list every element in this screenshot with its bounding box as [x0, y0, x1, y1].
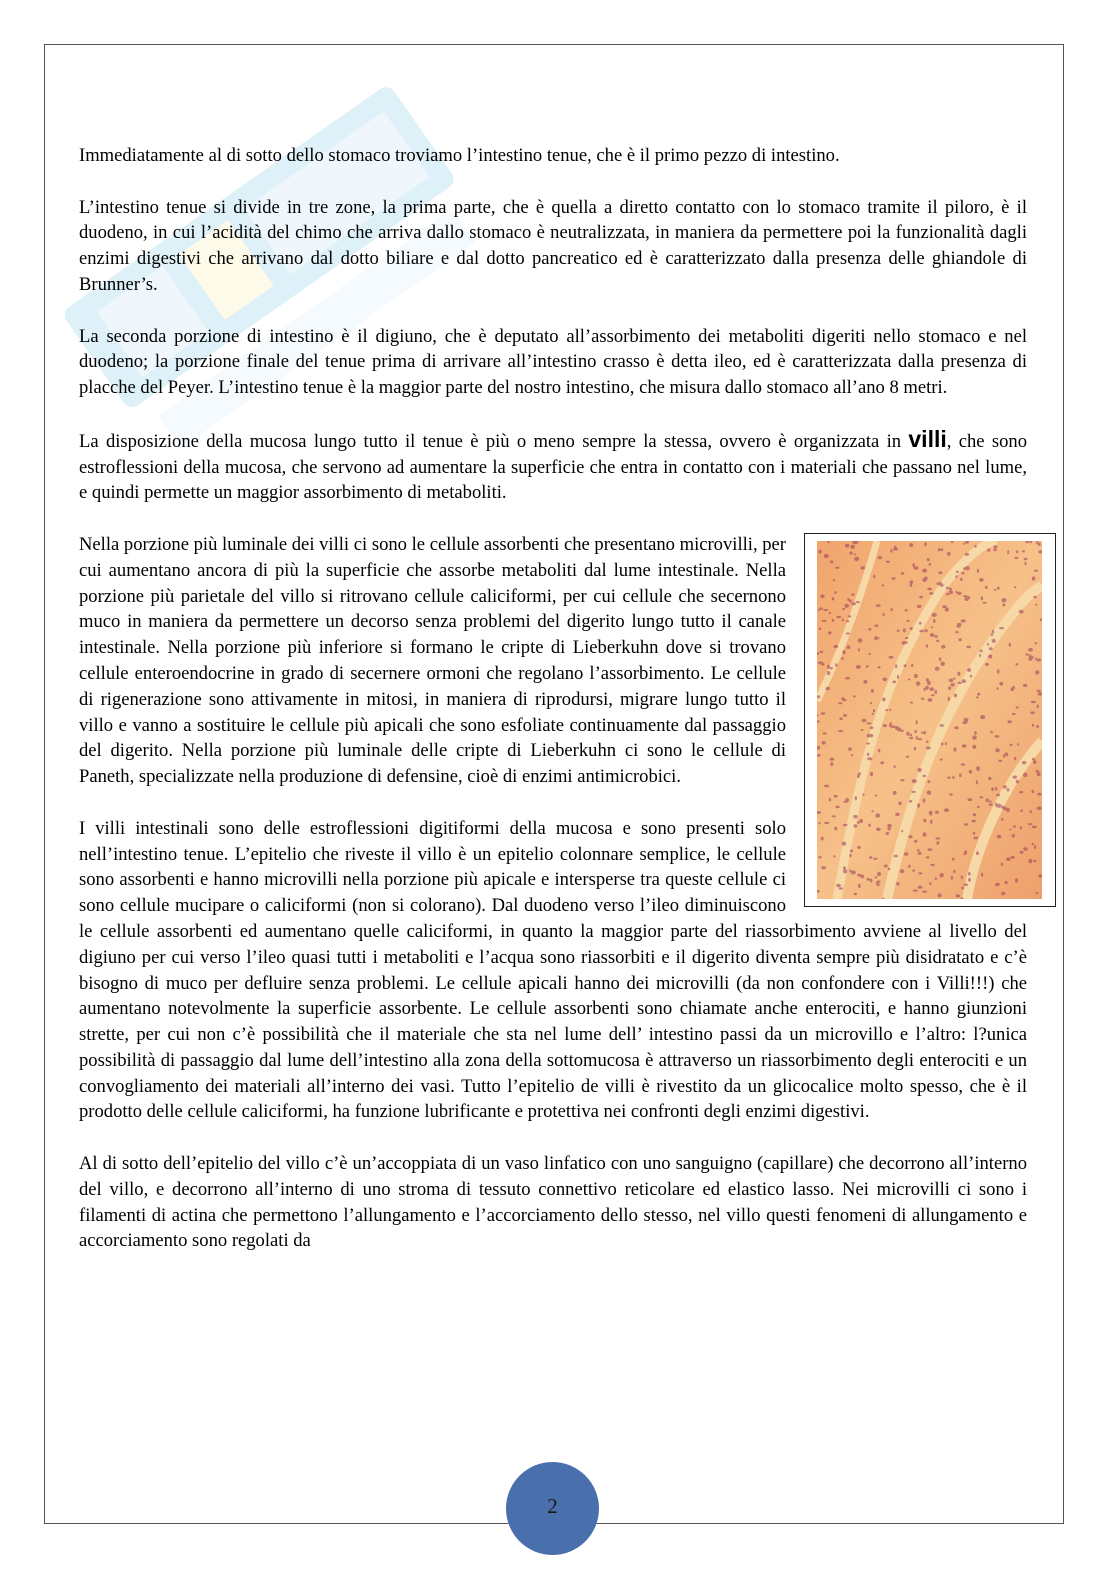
paragraph-duodeno: L’intestino tenue si divide in tre zone, la prima parte, che è quella a diretto contatto con lo stomaco tramite il piloro, è il duodeno, in cui l’acidità del chimo che arriva dallo stomaco è neutralizzata, in maniera da permettere poi la funzionalità dagli enzimi digestivi che arrivano dal dotto biliare e dal dotto pancreatico ed è caratterizzato dalla presenza delle ghiandole di Brunner’s.: [79, 196, 1027, 295]
paragraph-villi-intestinali: I villi intestinali sono delle estroflessioni digitiformi della mucosa e sono presenti solo nell’intestino tenue. L’epitelio che riveste il villo è un epitelio colonnare semplice, le cellule sono assorbenti e hanno microvilli nella porzione più apicale e intersperse tra queste cellule ci sono cellule mucipare o caliciformi (non si colorano). Dal duodeno verso l’ileo diminuiscono le cellule assorbenti ed aumentano quelle caliciformi, in quanto la maggior parte del riassorbimento avviene al livello del digiuno per cui verso l’ileo quasi tutti i metaboliti e l’acqua sono riassorbiti e il digerito diventa sempre più disidratato e c’è bisogno di muco per defluire senza problemi. Le cellule apicali hanno dei microvilli (da non confondere con i Villi!!!) che aumentano notevolmente la superficie assorbente. Le cellule assorbenti sono chiamate anche enterociti, e hanno giunzioni strette, per cui non c’è possibilità che il materiale che sta nel lume dell’ intestino passi da un microvillo e l’altro: l?unica possibilità di passaggio dal lume dell’intestino alla zona della sottomucosa è attraverso un riassorbimento degli enterociti e un convogliamento dei materiali all’interno dei vasi. Tutto l’epitelio de villi è rivestito da un glicocalice molto spesso, che è il prodotto delle cellule caliciformi, ha funzione lubrificante e protettiva nei confronti degli enzimi digestivi.: [79, 817, 1027, 1123]
paragraph-vasi: Al di sotto dell’epitelio del villo c’è un’accoppiata di un vaso linfatico con uno sanguigno (capillare) che decorrono all’interno del villo, e decorrono all’interno di uno stroma di tessuto connettivo reticolare ed elastico lasso. Nei microvilli ci sono i filamenti di actina che permettono l’allungamento e l’accorciamento dello stesso, nel villo questi fenomeni di allungamento e accorciamento sono regolati da: [79, 1153, 1027, 1252]
paragraph-villi-cells: Nella porzione più luminale dei villi ci sono le cellule assorbenti che presentano microvilli, per cui aumentano ancora di più la superficie che assorbe metaboliti dal lume intestinale. Nella porzione più parietale del villo si ritrovano cellule caliciformi, per cui cellule che secernono muco in maniera da permettere un decorso senza problemi del digerito lungo tutto il canale intestinale. Nella porzione più inferiore si formano le cripte di Lieberkuhn dove si trovano cellule enteroendocrine in grado di secernere ormoni che regolano l’assorbimento. Le cellule di rigenerazione sono attivamente in mitosi, in maniera di riprodursi, migrare lungo tutto il villo e vanno a sostituire le cellule più apicali che sono esfoliate continuamente dal passaggio del digerito. Nella porzione più luminale delle cripte di Lieberkuhn ci sono le cellule di Paneth, specializzate nella produzione di defensine, cioè di enzimi antimicrobici.: [79, 533, 786, 788]
mucosa-text-start: La disposizione della mucosa lungo tutto il tenue è più o meno sempre la stessa, ovvero è organizzata in: [79, 430, 909, 452]
villi-bold-term: villi: [908, 425, 947, 452]
histology-figure: [804, 533, 1056, 907]
page-number: 2: [547, 1494, 558, 1518]
paragraph-mucosa: [79, 427, 1027, 506]
page-number-badge: [506, 1462, 599, 1555]
paragraph-digiuno-ileo: La seconda porzione di intestino è il digiuno, che è deputato all’assorbimento dei metaboliti digeriti nello stomaco e nel duodeno; la porzione finale del tenue prima di arrivare all’intestino crasso è detta ileo, ed è caratterizzata dalla presenza di placche del Peyer. L’intestino tenue è la maggior parte del nostro intestino, che misura dallo stomaco all’ano 8 metri.: [79, 325, 1027, 399]
document-body: [79, 143, 1027, 1280]
histology-image: [817, 541, 1042, 899]
mucosa-text-end: , che sono estroflessioni della mucosa, che servono ad aumentare la superficie che entra in contatto con i materiali che passano nel lume, e quindi permette un maggior assorbimento di metaboliti.: [79, 430, 1027, 504]
paragraph-intro: Immediatamente al di sotto dello stomaco troviamo l’intestino tenue, che è il primo pezzo di intestino.: [79, 145, 840, 166]
